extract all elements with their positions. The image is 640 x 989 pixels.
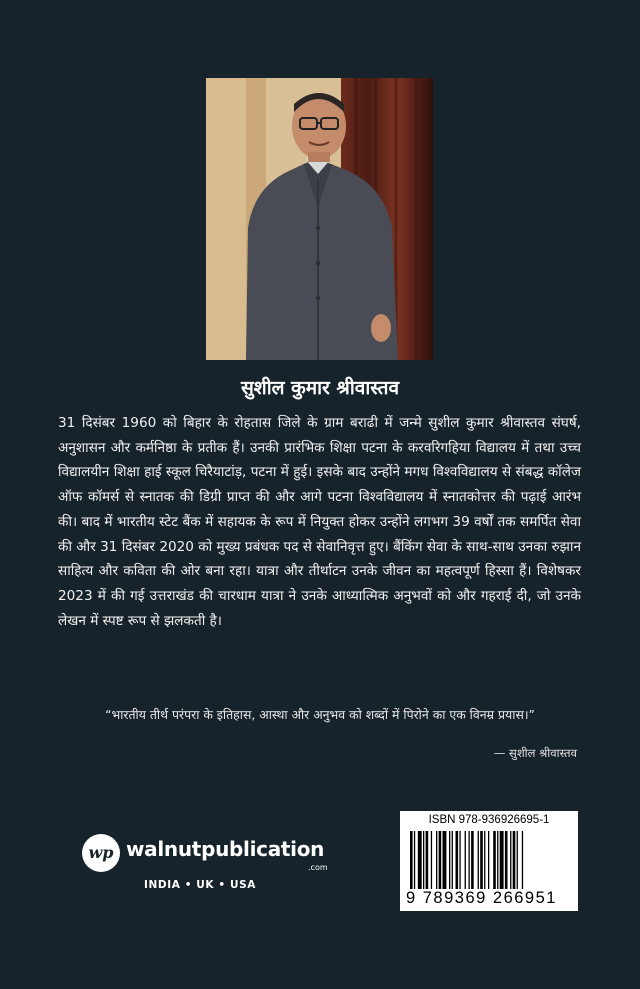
quote-attribution: — सुशील श्रीवास्तव bbox=[493, 746, 577, 760]
author-bio: 31 दिसंबर 1960 को बिहार के रोहतास जिले के ग्राम बराढी में जन्मे सुशील कुमार श्रीवास्तव संघर्ष, अनुशासन और कर्मनिष्ठा के प्रतीक हैं। उनकी प्रारंभिक शिक्षा पटना के करवरिगहिया विद्यालय में तथा उच्च विद्यालयीन शिक्षा हाई स्कूल चिरैयाटांड़, पटना में हुई। इसके बाद उन्होंने मगध विश्वविद्यालय से संबद्ध कॉलेज ऑफ कॉमर्स से स्नातक की डिग्री प्राप्त की और आगे पटना विश्वविद्यालय में स्नातकोत्तर की पढ़ाई आरंभ की। बाद में भारतीय स्टेट बैंक में सहायक के रूप में नियुक्त होकर उन्होंने लगभग 39 वर्षों तक समर्पित सेवा की और 31 दिसंबर 2020 को मुख्य प्रबंधक पद से सेवानिवृत्त हुए। बैंकिंग सेवा के साथ-साथ उनका रुझान साहित्य और कविता की ओर बना रहा। यात्रा और तीर्थाटन उनके जीवन का महत्वपूर्ण हिस्सा हैं। विशेषकर 2023 में की गई उत्तराखंड की चारधाम यात्रा ने उनके आध्यात्मिक अनुभवों को और गहराई दी, जो उनके लेखन में स्पष्ट रूप से झलकती है। bbox=[58, 415, 581, 629]
isbn-barcode-block bbox=[400, 811, 578, 911]
author-photo bbox=[206, 78, 433, 360]
publisher-regions: INDIA • UK • USA bbox=[144, 879, 256, 891]
author-name: सुशील कुमार श्रीवास्तव bbox=[240, 377, 400, 399]
publisher-name: walnutpublication bbox=[126, 837, 325, 861]
isbn-label: ISBN 978-936926695-1 bbox=[428, 814, 550, 826]
walnut-logo-icon: wp bbox=[82, 834, 120, 872]
isbn-digits: 9 789369 266951 bbox=[406, 889, 557, 907]
barcode-graphic bbox=[408, 831, 570, 889]
publisher-logo bbox=[82, 832, 342, 902]
publisher-domain: .com bbox=[308, 863, 328, 872]
book-quote: “भारतीय तीर्थ परंपरा के इतिहास, आस्था और अनुभव को शब्दों में पिरोने का एक विनम्र प्रयास।” bbox=[105, 707, 535, 722]
